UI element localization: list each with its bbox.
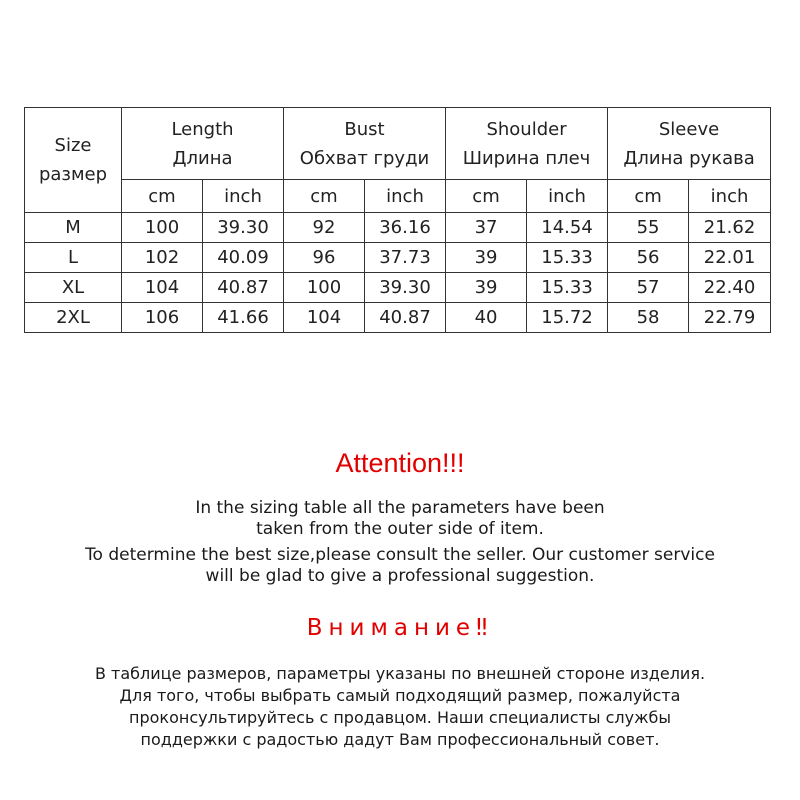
size-header-cell [25,108,122,213]
unit-cell: inch [689,180,771,213]
table-cell: 15.72 [527,303,608,333]
table-cell: 22.40 [689,273,771,303]
table-cell: 40.87 [365,303,446,333]
table-cell: 58 [608,303,689,333]
notice-ru-paragraph [0,663,800,751]
sleeve-header-cell [608,108,771,180]
unit-cell: inch [203,180,284,213]
table-cell: 100 [284,273,365,303]
shoulder-header-cell [446,108,608,180]
attention-title-en: Attention!!! [335,448,465,478]
size-cell: 2XL [25,303,122,333]
size-table [24,107,771,333]
size-cell: XL [25,273,122,303]
table-cell: 100 [122,213,203,243]
sleeve-header-ru: Длина рукава [623,147,755,169]
bust-header-en: Bust [344,118,385,140]
unit-cell: inch [527,180,608,213]
table-cell: 104 [122,273,203,303]
table-cell: 106 [122,303,203,333]
table-cell: 14.54 [527,213,608,243]
size-cell: M [25,213,122,243]
table-cell: 22.01 [689,243,771,273]
unit-cell: inch [365,180,446,213]
table-cell: 15.33 [527,273,608,303]
table-cell: 96 [284,243,365,273]
table-cell: 102 [122,243,203,273]
size-cell: L [25,243,122,273]
unit-header-row [25,180,771,213]
table-cell: 36.16 [365,213,446,243]
table-cell: 39 [446,273,527,303]
size-header-en: Size [54,135,92,156]
table-cell: 37 [446,213,527,243]
table-cell: 40.87 [203,273,284,303]
bust-header-ru: Обхват груди [299,147,430,169]
notice-ru-line: поддержки с радостью дадут Вам профессиональный совет. [140,730,660,749]
sleeve-header-en: Sleeve [658,118,720,140]
table-cell: 37.73 [365,243,446,273]
unit-cell: cm [122,180,203,213]
attention-title-ru: Внимание‼ [306,615,494,641]
table-row [25,273,771,303]
header-group-row [25,108,771,180]
table-cell: 22.79 [689,303,771,333]
length-header-cell [122,108,284,180]
table-cell: 56 [608,243,689,273]
notice-en-line: will be glad to give a professional suggestion. [205,566,595,586]
notice-en-line: To determine the best size,please consult the seller. Our customer service [85,545,715,565]
table-cell: 40 [446,303,527,333]
table-cell: 15.33 [527,243,608,273]
table-cell: 39.30 [365,273,446,303]
length-header-en: Length [171,118,234,140]
size-header-ru: размер [38,164,108,185]
notice-en-line: taken from the outer side of item. [256,519,544,539]
bust-header-cell [284,108,446,180]
unit-cell: cm [608,180,689,213]
shoulder-header-en: Shoulder [486,118,567,140]
table-cell: 57 [608,273,689,303]
table-cell: 39 [446,243,527,273]
length-header-ru: Длина [172,147,233,169]
table-cell: 39.30 [203,213,284,243]
shoulder-header-ru: Ширина плеч [462,147,591,169]
notice-ru-line: Для того, чтобы выбрать самый подходящий размер, пожалуйста [119,686,681,705]
table-cell: 41.66 [203,303,284,333]
notice-en-paragraph-1 [0,498,800,540]
unit-cell: cm [284,180,365,213]
table-row [25,213,771,243]
notice-ru-line: проконсультируйтесь с продавцом. Наши специалисты службы [129,708,671,727]
table-cell: 40.09 [203,243,284,273]
notice-en-paragraph-2 [0,545,800,587]
notice-ru-line: В таблице размеров, параметры указаны по внешней стороне изделия. [94,664,706,683]
table-row [25,243,771,273]
table-cell: 92 [284,213,365,243]
table-cell: 21.62 [689,213,771,243]
table-cell: 55 [608,213,689,243]
unit-cell: cm [446,180,527,213]
table-cell: 104 [284,303,365,333]
notice-en-line: In the sizing table all the parameters have been [195,498,605,518]
table-row [25,303,771,333]
